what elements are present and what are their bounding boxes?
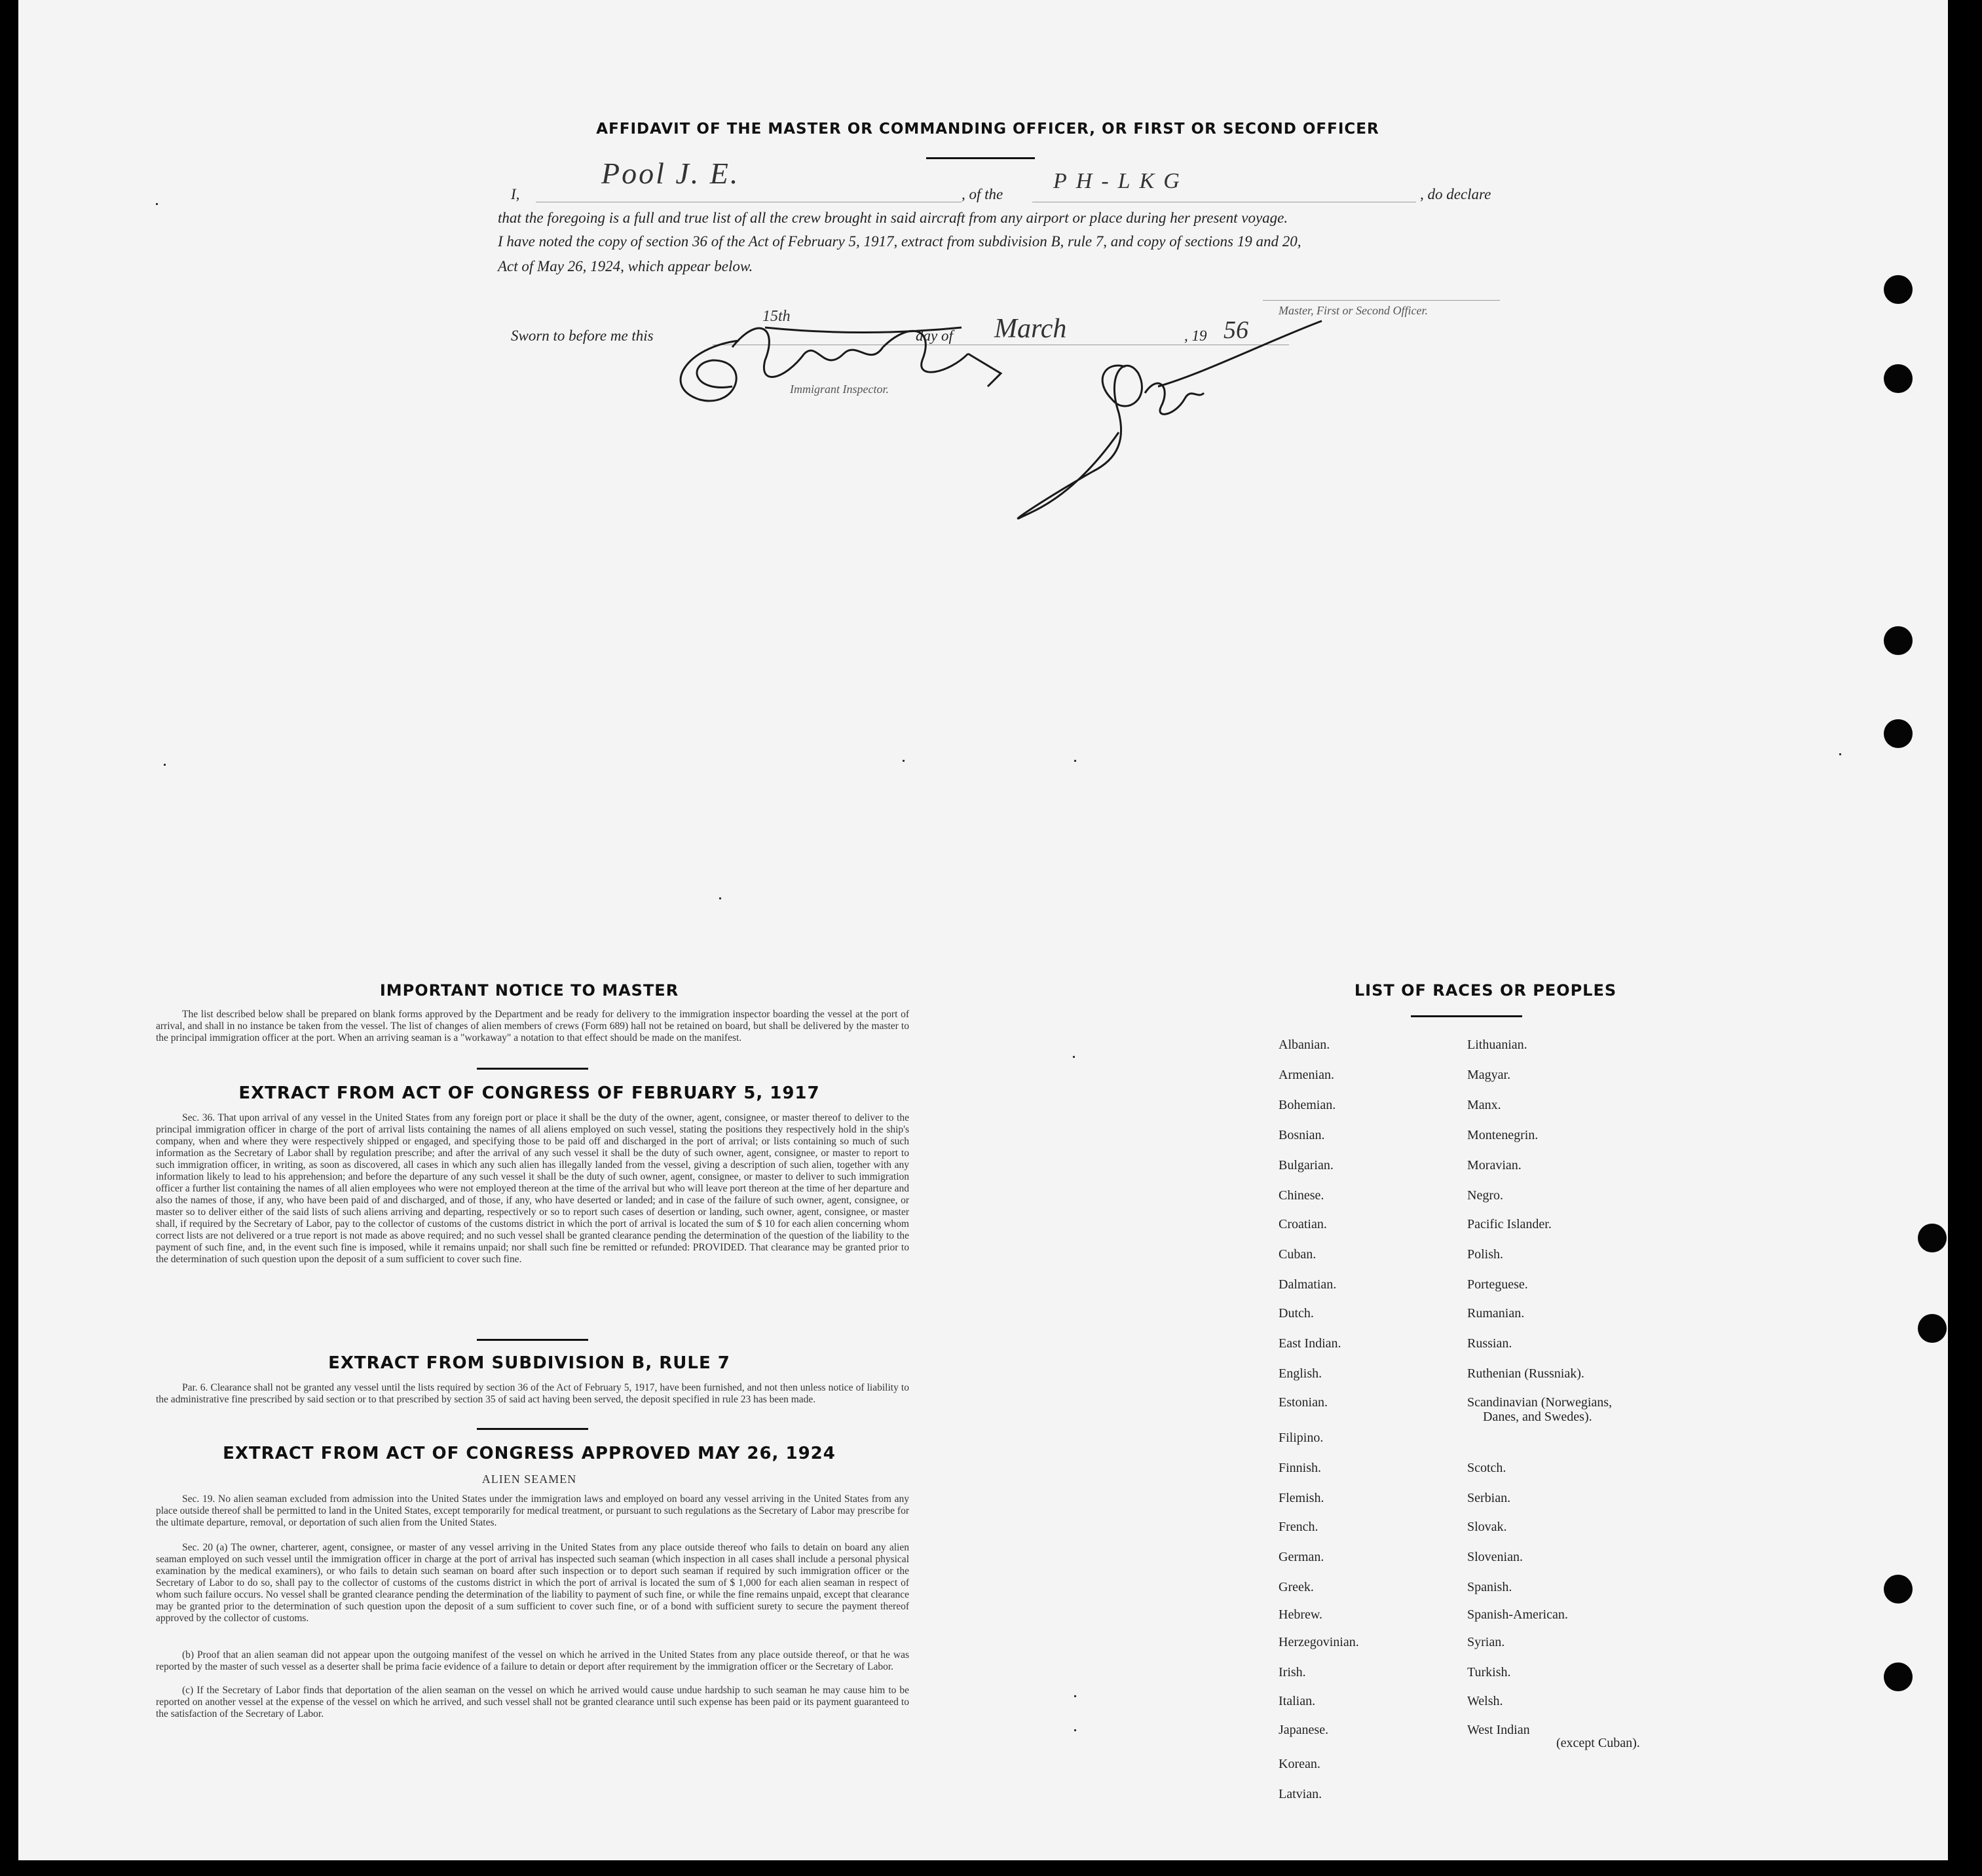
master-signature	[994, 301, 1335, 531]
race-item: Chinese.	[1279, 1188, 1324, 1203]
race-item: Latvian.	[1279, 1787, 1322, 1801]
race-item: Armenian.	[1279, 1068, 1334, 1082]
act1924-subtitle: ALIEN SEAMEN	[481, 1473, 577, 1486]
act1917-text: Sec. 36. That upon arrival of any vessel in the United States from any foreign port or place it shall be the duty of the owner, agent, consignee, or master thereof to deliver to the principal immigration officer in charge of the port of arrival lists containing the names of all aliens employed on such vessel, stating the positions they respectively hold in the ship's company, when and where they were respectively shipped or engaged, and specifying those to be paid off and discharged in the port of arrival; or lists containing so much of such information as the Secretary of Labor shall by regulation prescribe; and after the arrival of any such vessel it shall be the duty of such owner, agent, consignee, or master to report to such immigration officer, in writing, as soon as discovered, all cases in which any such alien has illegally landed from the vessel, giving a description of such alien, together with any information likely to lead to his apprehension; and before the departure of any such vessel it shall be the duty of such owner, agent, consignee, or master to deliver to such immigration officer a further list containing the names of all alien employees who were not employed thereon at the time of the arrival but who will leave port thereon at the time of her departure and also the names of those, if any, who have been paid of and discharged, and of those, if any, who have deserted or landed; and in case of the failure of such owner, agent, consignee, or master so to deliver either of the said lists of such aliens arriving and departing, respectively or so to report such cases of desertion or landing, such owner, agent, consignee, or master shall, if required by the Secretary of Labor, pay to the collector of customs of the customs district in which the port of arrival is located the sum of $ 10 for each alien concerning whom correct lists are not delivered or a true report is not made as above required; and no such vessel shall be granted clearance pending the determination of the question of the liability to the payment of such fine, and, in the event such fine is imposed, while it remains unpaid; nor shall such fine be remitted or refunded: PROVIDED. That clearance may be granted prior to the determination of such question upon the deposit of a sum sufficient to cover such fine.	[156, 1112, 909, 1265]
race-item: Bulgarian.	[1279, 1158, 1334, 1172]
affidavit-of-the: , of the	[962, 186, 1003, 202]
scan-speck	[903, 760, 905, 762]
race-item: Serbian.	[1467, 1491, 1511, 1505]
race-item: Herzegovinian.	[1279, 1635, 1359, 1649]
handwritten-month: March	[994, 314, 1067, 344]
act1917-rule	[477, 1339, 588, 1341]
race-item: Albanian.	[1279, 1038, 1330, 1052]
day-of-text: day of	[916, 328, 953, 344]
affidavit-line-2: that the foregoing is a full and true list of all the crew brought in said aircraft from any airport or place during her present voyage.	[498, 210, 1288, 226]
act1924-title: EXTRACT FROM ACT OF CONGRESS APPROVED MAY 26, 1924	[223, 1444, 836, 1463]
race-item: Negro.	[1467, 1188, 1503, 1203]
race-item: Montenegrin.	[1467, 1128, 1539, 1142]
affidavit-prefix: I,	[511, 186, 520, 202]
scan-speck	[1074, 1729, 1076, 1731]
race-item: Scotch.	[1467, 1461, 1506, 1475]
affidavit-declare: , do declare	[1420, 186, 1491, 202]
race-item: Porteguese.	[1467, 1277, 1528, 1292]
sworn-text: Sworn to before me this	[511, 328, 654, 344]
handwritten-aircraft: PH-LKG	[1053, 169, 1189, 193]
race-item: Bohemian.	[1279, 1098, 1336, 1112]
race-item: Lithuanian.	[1467, 1038, 1527, 1052]
race-item: Moravian.	[1467, 1158, 1522, 1172]
race-item: Finnish.	[1279, 1461, 1322, 1475]
notice-title: IMPORTANT NOTICE TO MASTER	[379, 981, 679, 1000]
race-item: Dutch.	[1279, 1306, 1314, 1321]
race-item: Manx.	[1467, 1098, 1501, 1112]
races-title: LIST OF RACES OR PEOPLES	[1354, 981, 1617, 1000]
rule7-rule	[477, 1428, 588, 1430]
scan-speck	[1073, 1056, 1075, 1058]
affidavit-line-3: I have noted the copy of section 36 of the Act of February 5, 1917, extract from subdivision B, rule 7, and copy of sections 19 and 20,	[498, 233, 1301, 250]
race-item: Syrian.	[1467, 1635, 1505, 1649]
race-item: Turkish.	[1467, 1665, 1511, 1679]
handwritten-master-name: Pool J. E.	[601, 157, 740, 190]
race-item: Dalmatian.	[1279, 1277, 1337, 1292]
race-item: Italian.	[1279, 1694, 1316, 1708]
document-page	[18, 0, 1948, 1860]
race-item: French.	[1279, 1520, 1318, 1534]
race-item: Russian.	[1467, 1336, 1512, 1351]
officer-caption: Master, First or Second Officer.	[1279, 304, 1428, 317]
race-item: Japanese.	[1279, 1723, 1329, 1737]
binder-hole	[1884, 1575, 1913, 1604]
act1924-sec20c: (c) If the Secretary of Labor finds that deportation of the alien seaman on the vessel on which he arrived would cause undue hardship to such seaman he may cause him to be reported on another vessel at the expense of the vessel on which he arrived, and such vessel shall not be granted clearance until such expense has been paid or its payment guaranteed to the satisfaction of the Secretary of Labor.	[156, 1685, 909, 1719]
notice-rule	[477, 1068, 588, 1070]
race-item: German.	[1279, 1550, 1324, 1564]
race-item: Danes, and Swedes).	[1483, 1410, 1592, 1424]
race-item: English.	[1279, 1366, 1322, 1381]
races-title-rule	[1411, 1015, 1522, 1017]
scan-speck	[1074, 1695, 1076, 1697]
scan-speck	[156, 203, 158, 205]
race-item: Slovak.	[1467, 1520, 1507, 1534]
affidavit-line-4: Act of May 26, 1924, which appear below.	[498, 258, 753, 274]
binder-hole	[1884, 626, 1913, 655]
handwritten-year: 56	[1224, 316, 1248, 344]
binder-hole	[1884, 364, 1913, 393]
race-item: (except Cuban).	[1556, 1736, 1640, 1750]
inspector-caption: Immigrant Inspector.	[790, 383, 889, 396]
scan-speck	[1074, 760, 1076, 762]
notice-text: The list described below shall be prepared on blank forms approved by the Department and be ready for delivery to the immigration inspector boarding the vessel at the port of arrival, and shall in no instance be taken from the vessel. The list of changes of alien members of crews (Form 689) hall not be retained on board, but shall be delivered by the master to the principal immigration officer at the port. When an arriving seaman is a "workaway" a notation to that effect should be made on the manifest.	[156, 1009, 909, 1043]
race-item: Pacific Islander.	[1467, 1217, 1552, 1231]
affidavit-title: AFFIDAVIT OF THE MASTER OR COMMANDING OFFICER, OR FIRST OR SECOND OFFICER	[596, 121, 1379, 138]
binder-hole	[1884, 275, 1913, 304]
act1924-sec20a: Sec. 20 (a) The owner, charterer, agent, consignee, or master of any vessel arriving in the United States from any place outside thereof who fails to detain on board any alien seaman employed on such vessel until the immigration officer in charge at the port of arrival has inspected such seaman (which inspection in all cases shall include a personal physical examination by the medical examiners), or who fails to detain such seaman on board after such inspection or to deport such seaman if required by such immigration officer or the Secretary of Labor to do so, shall pay to the collector of customs of the customs district in which the port of arrival is located the sum of $ 1,000 for each alien seaman in respect of whom such failure occurs. No vessel shall be granted clearance pending the determination of the liability to payment of such fine, or while the fine remains unpaid, except that clearance may be granted prior to the determination of such question upon the deposit of a sum sufficient to cover such fine, or of a bond with sufficient surety to secure the payment thereof approved by the collector of customs.	[156, 1542, 909, 1624]
year-prefix: , 19	[1184, 328, 1207, 344]
scan-speck	[719, 897, 721, 899]
scan-speck	[1839, 753, 1841, 755]
race-item: Bosnian.	[1279, 1128, 1325, 1142]
affidavit-title-rule	[926, 157, 1035, 159]
race-item: Croatian.	[1279, 1217, 1327, 1231]
race-item: Estonian.	[1279, 1395, 1328, 1410]
act1924-sec19: Sec. 19. No alien seaman excluded from admission into the United States under the immigration laws and employed on board any vessel arriving in the United States from any place outside thereof shall be permitted to land in the United States, except temporarily for medical treatment, or pursuant to such regulations as the Secretary of Labor may prescribe for the ultimate departure, removal, or deportation of such alien from the United States.	[156, 1493, 909, 1528]
race-item: Ruthenian (Russniak).	[1467, 1366, 1584, 1381]
race-item: Spanish-American.	[1467, 1607, 1568, 1622]
handwritten-day: 15th	[762, 308, 791, 325]
race-item: Polish.	[1467, 1247, 1504, 1262]
binder-hole	[1884, 1662, 1913, 1691]
race-item: West Indian	[1467, 1723, 1530, 1737]
race-item: Scandinavian (Norwegians,	[1467, 1395, 1613, 1410]
rule7-text: Par. 6. Clearance shall not be granted any vessel until the lists required by section 36 of the Act of February 5, 1917, have been furnished, and not then unless notice of liability to the administrative fine prescribed by said section or to that prescribed by section 35 of said act having been served, the deposit specified in rule 23 has been made.	[156, 1382, 909, 1405]
binder-hole	[1918, 1224, 1947, 1252]
race-item: Irish.	[1279, 1665, 1306, 1679]
race-item: Filipino.	[1279, 1431, 1324, 1445]
rule7-title: EXTRACT FROM SUBDIVISION B, RULE 7	[328, 1353, 730, 1373]
race-item: Welsh.	[1467, 1694, 1503, 1708]
officer-signature-line	[1263, 300, 1500, 301]
scan-speck	[164, 764, 166, 766]
race-item: Greek.	[1279, 1580, 1314, 1594]
act1924-sec20b: (b) Proof that an alien seaman did not appear upon the outgoing manifest of the vessel on which he arrived in the United States from any place outside thereof, or that he was reported by the master of such vessel as a deserter shall be prima facie evidence of a failure to detain or deport after requirement by the immigration officer or the Secretary of Labor.	[156, 1649, 909, 1672]
inspector-signature	[660, 301, 1027, 413]
race-item: East Indian.	[1279, 1336, 1341, 1351]
race-item: Cuban.	[1279, 1247, 1317, 1262]
binder-hole	[1884, 719, 1913, 748]
race-item: Rumanian.	[1467, 1306, 1525, 1321]
act1917-title: EXTRACT FROM ACT OF CONGRESS OF FEBRUARY 5, 1917	[238, 1083, 820, 1103]
race-item: Flemish.	[1279, 1491, 1324, 1505]
race-item: Hebrew.	[1279, 1607, 1323, 1622]
binder-hole	[1918, 1314, 1947, 1343]
race-item: Slovenian.	[1467, 1550, 1523, 1564]
race-item: Spanish.	[1467, 1580, 1512, 1594]
race-item: Magyar.	[1467, 1068, 1511, 1082]
race-item: Korean.	[1279, 1757, 1320, 1771]
